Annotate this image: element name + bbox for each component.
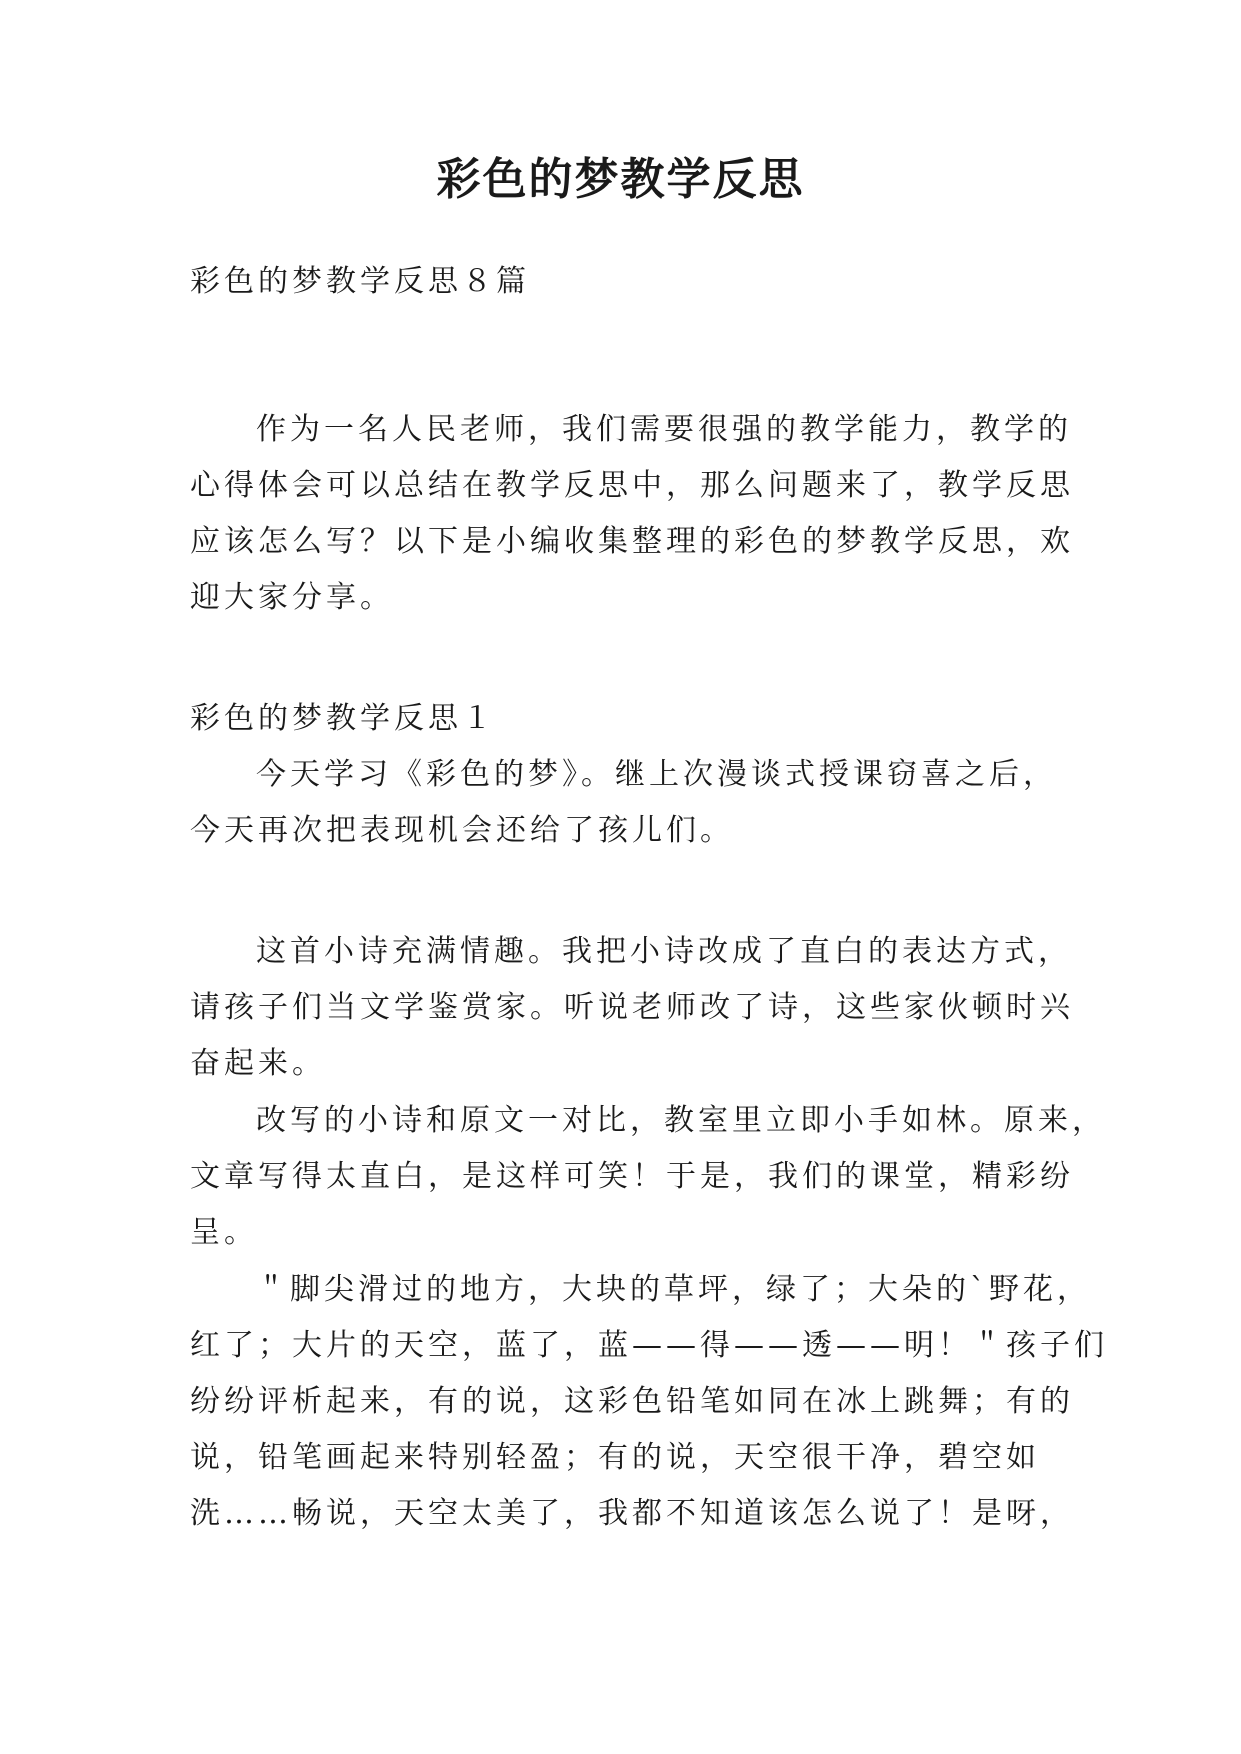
para4-line-2: 红了；大片的天空，蓝了，蓝——得——透——明！＂孩子们 <box>190 1328 1108 1363</box>
para2-line-3: 奋起来。 <box>190 1046 326 1081</box>
para2-line-1: 这首小诗充满情趣。我把小诗改成了直白的表达方式， <box>256 934 1072 969</box>
intro-line-1: 作为一名人民老师，我们需要很强的教学能力，教学的 <box>256 412 1072 447</box>
section-heading-1: 彩色的梦教学反思１ <box>190 701 496 736</box>
page-title: 彩色的梦教学反思 <box>436 154 805 205</box>
para3-line-2: 文章写得太直白，是这样可笑！于是，我们的课堂，精彩纷 <box>190 1159 1074 1194</box>
para1-line-2: 今天再次把表现机会还给了孩儿们。 <box>190 813 734 848</box>
para3-line-1: 改写的小诗和原文一对比，教室里立即小手如林。原来， <box>256 1103 1106 1138</box>
para2-line-2: 请孩子们当文学鉴赏家。听说老师改了诗，这些家伙顿时兴 <box>190 990 1074 1025</box>
para4-line-1: ＂脚尖滑过的地方，大块的草坪，绿了；大朵的`野花， <box>256 1272 1091 1307</box>
intro-line-2: 心得体会可以总结在教学反思中，那么问题来了，教学反思 <box>190 468 1074 503</box>
para4-line-3: 纷纷评析起来，有的说，这彩色铅笔如同在冰上跳舞；有的 <box>190 1384 1074 1419</box>
document-subtitle: 彩色的梦教学反思８篇 <box>190 264 530 299</box>
para1-line-1: 今天学习《彩色的梦》。继上次漫谈式授课窃喜之后， <box>256 757 1057 792</box>
intro-line-3: 应该怎么写？以下是小编收集整理的彩色的梦教学反思，欢 <box>190 524 1074 559</box>
para4-line-4: 说，铅笔画起来特别轻盈；有的说，天空很干净，碧空如 <box>190 1440 1040 1475</box>
para3-line-3: 呈。 <box>190 1215 258 1250</box>
intro-line-4: 迎大家分享。 <box>190 580 394 615</box>
para4-line-5: 洗……畅说，天空太美了，我都不知道该怎么说了！是呀， <box>190 1496 1074 1531</box>
